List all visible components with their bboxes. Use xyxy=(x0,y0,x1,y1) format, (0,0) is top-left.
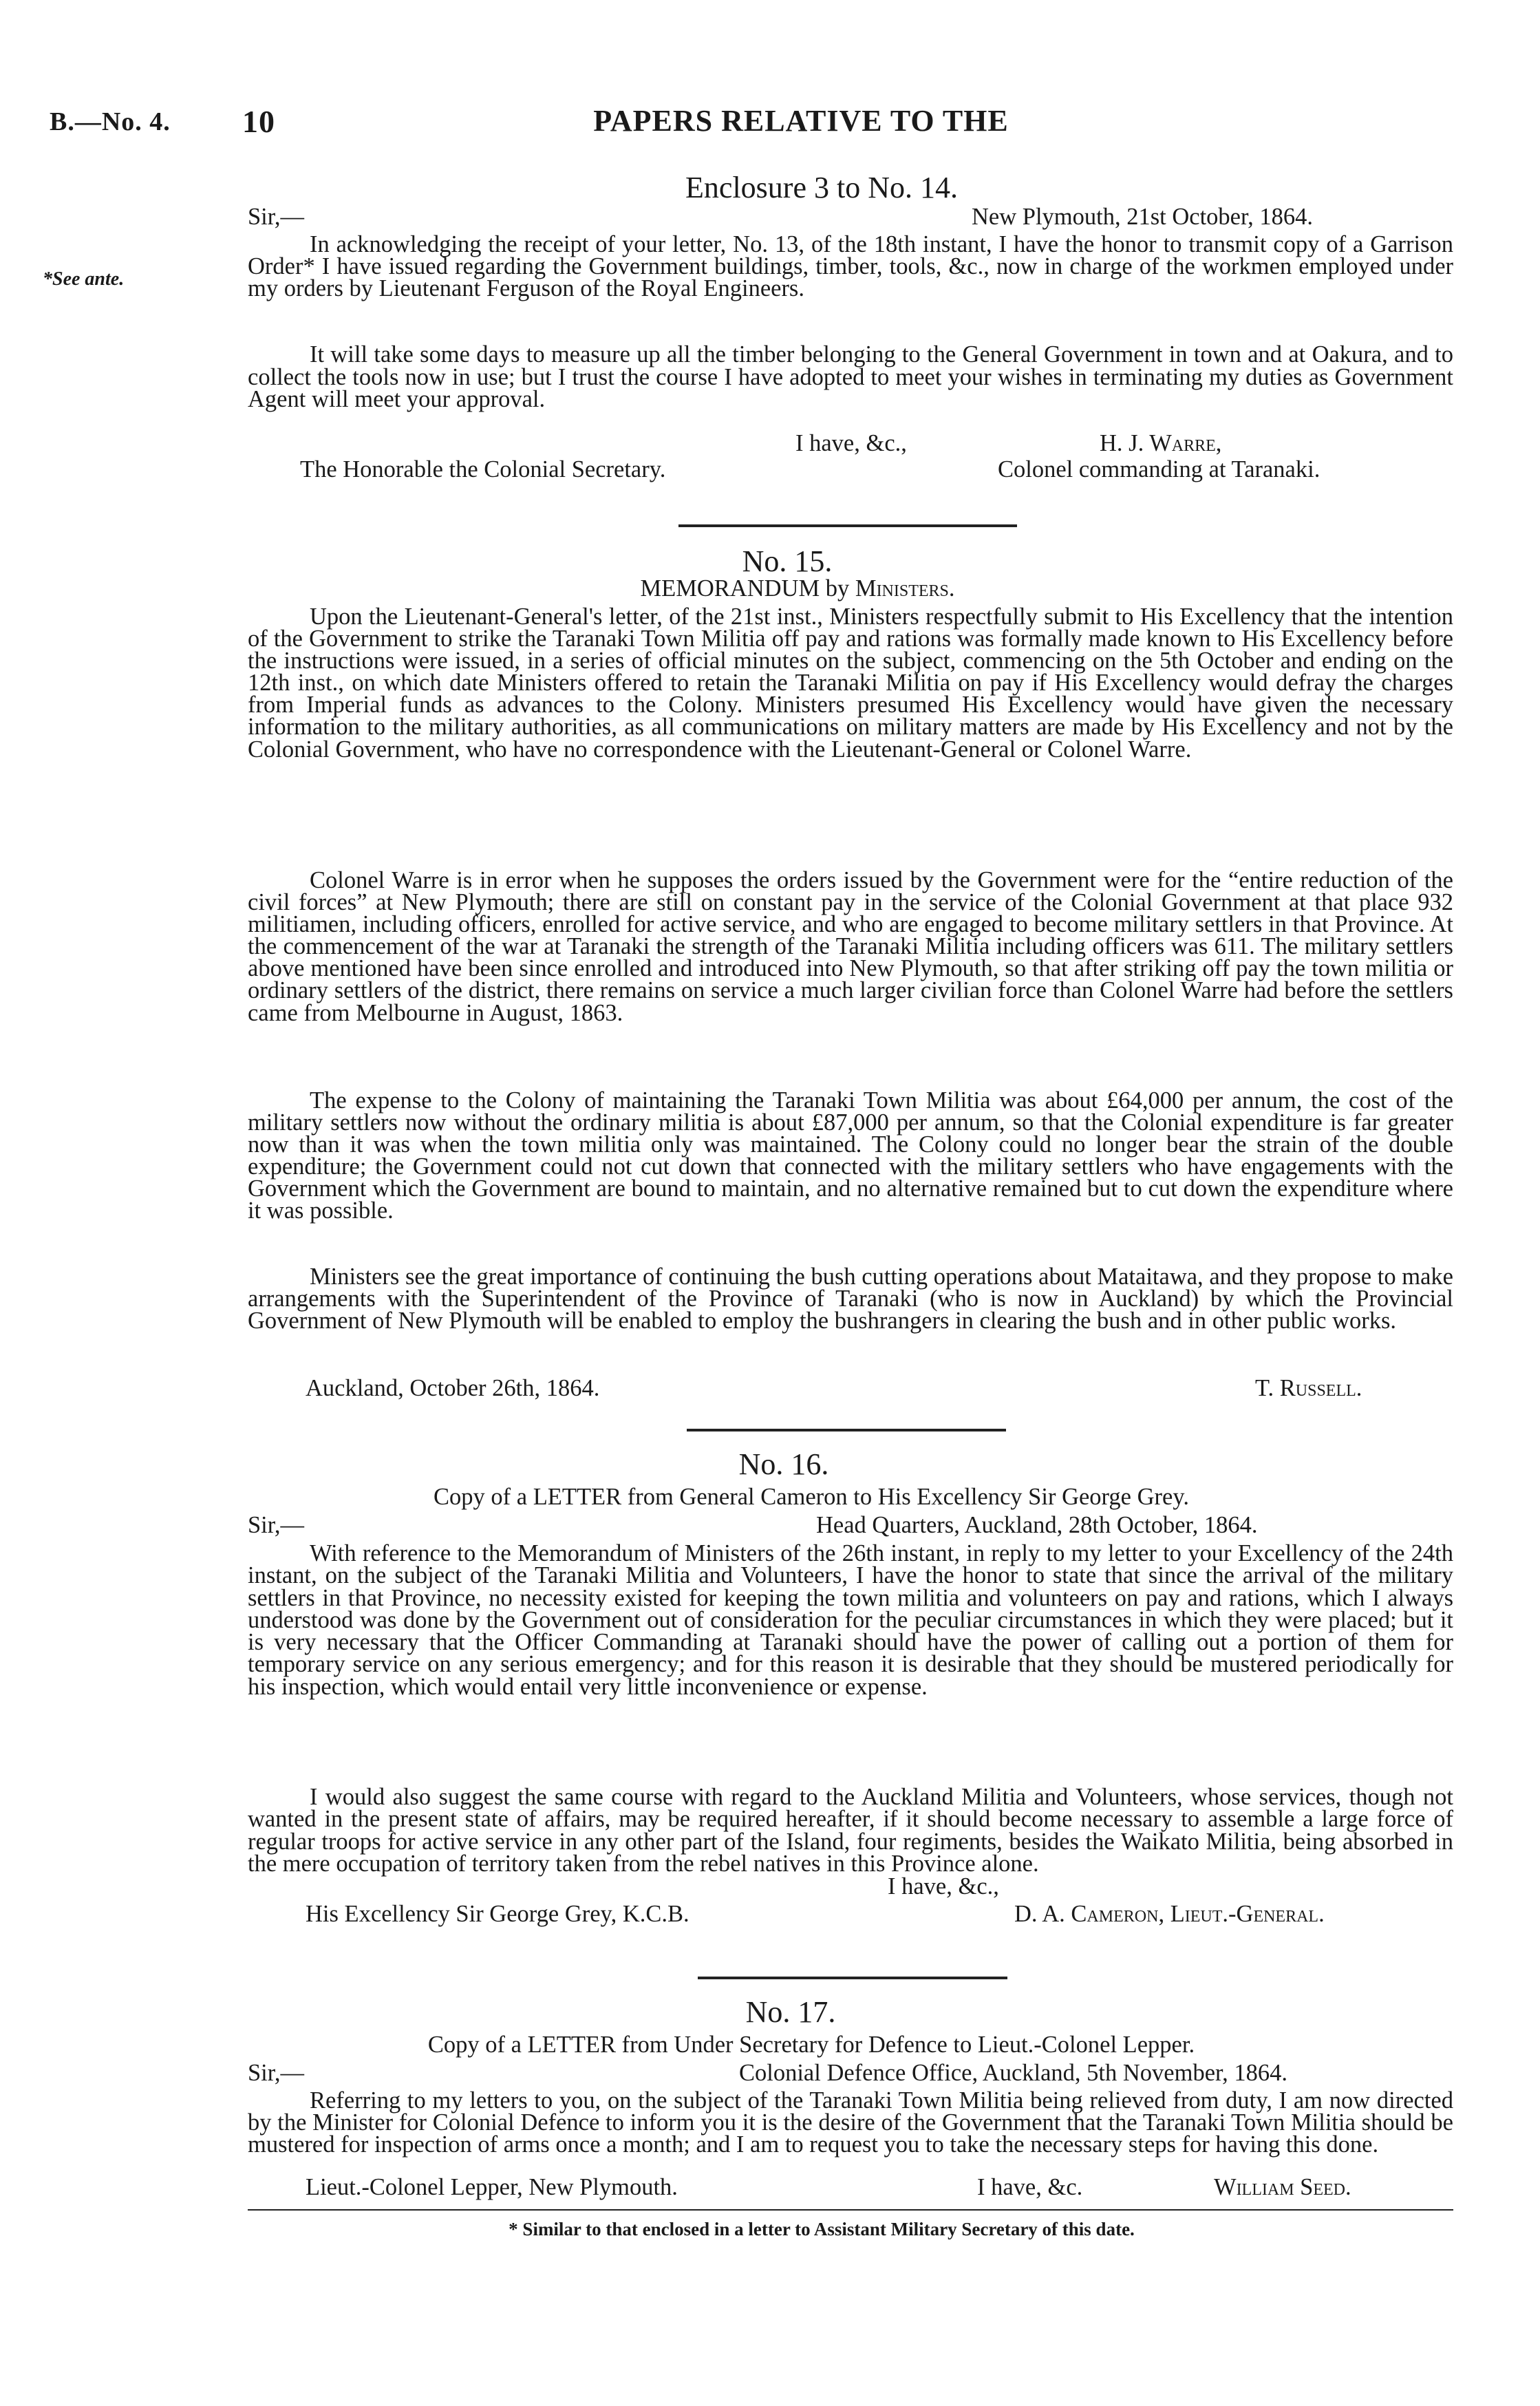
running-title: PAPERS RELATIVE TO THE xyxy=(593,104,1009,138)
enclosure-heading: Enclosure 3 to No. 14. xyxy=(685,171,958,204)
enclosure-closing: I have, &c., xyxy=(795,430,907,456)
enclosure-salutation: Sir,— xyxy=(248,204,305,230)
enclosure-paragraph-1: In acknowledging the receipt of your letter, No. 13, of the 18th instant, I have the honor to transmit copy of a Garrison Order* I have issued regarding the Government buildings, timber, tools, &c., now in charge of the workmen employed under my orders by Lieutenant Ferguson of the Royal Engineers. xyxy=(248,231,1453,302)
no16-subtitle: Copy of a LETTER from General Cameron to His Excellency Sir George Grey. xyxy=(434,1484,1189,1510)
no17-place-date: Colonial Defence Office, Auckland, 5th November, 1864. xyxy=(739,2060,1288,2086)
no15-number: No. 15. xyxy=(742,544,833,578)
no16-addressee: His Excellency Sir George Grey, K.C.B. xyxy=(306,1901,689,1927)
no17-number: No. 17. xyxy=(745,1995,836,2029)
no15-paragraph-4: Ministers see the great importance of continuing the bush cutting operations about Mataitawa, and they propose to make arrangements with the Superintendent of the Province of Taranaki (who is now in Auckland) by which the Provincial Government of New Plymouth will be enabled to employ the bushrangers in clearing the bush and in other public works. xyxy=(248,1264,1453,1334)
no16-signature: D. A. Cameron, Lieut.-General. xyxy=(1014,1901,1325,1927)
section-divider xyxy=(698,1977,1007,1979)
no16-paragraph-1: With reference to the Memorandum of Ministers of the 26th instant, in reply to my letter to your Excellency of the 24th instant, on the subject of the Taranaki Militia and Volunteers, I have the honor to state that since the arrival of the military settlers in that Province, no necessity existed for keeping the town militia and volunteers on pay and rations, which I always understood was done by the Government out of consideration for the peculiar circumstances in which they were placed; but it is very necessary that the Officer Commanding at Taranaki should have the power of calling out a portion of them for temporary service on any serious emergency; and for this reason it is desirable that they should be mustered periodically for his inspection, which would entail very little inconvenience or expense. xyxy=(248,1540,1453,1700)
footnote-rule xyxy=(248,2209,1453,2211)
no15-title-text: MEMORANDUM by xyxy=(640,575,850,602)
no17-salutation: Sir,— xyxy=(248,2060,305,2086)
no17-addressee: Lieut.-Colonel Lepper, New Plymouth. xyxy=(306,2174,678,2200)
no15-paragraph-2: Colonel Warre is in error when he supposes the orders issued by the Government were for the “entire reduction of the civil forces” at New Plymouth; there are still on constant pay in the service of the Colonial Government at that place 932 militiamen, including officers, enrolled for active service, and who are engaged to become military settlers in that Province. At the commencement of the war at Taranaki the strength of the Taranaki Militia including officers was 611. The military settlers above mentioned have been since enrolled and introduced into New Plymouth, so that after striking off pay the town militia or ordinary settlers of the district, there remains on service a much larger civilian force than Colonel Warre had before the settlers came from Melbourne in August, 1863. xyxy=(248,867,1453,1026)
enclosure-addressee: The Honorable the Colonial Secretary. xyxy=(300,456,666,482)
no15-signature: T. Russell. xyxy=(1255,1375,1362,1401)
no16-place-date: Head Quarters, Auckland, 28th October, 1864. xyxy=(816,1512,1258,1538)
no15-title-ministers: Ministers. xyxy=(855,575,955,602)
section-divider xyxy=(678,524,1017,527)
enclosure-signer-title: Colonel commanding at Taranaki. xyxy=(998,456,1320,482)
enclosure-place-date: New Plymouth, 21st October, 1864. xyxy=(972,204,1313,230)
no17-closing: I have, &c. xyxy=(977,2174,1083,2200)
no16-paragraph-2: I would also suggest the same course with regard to the Auckland Militia and Volunteers, whose services, though not wanted in the present state of affairs, may be required hereafter, if it should become necessary to assemble a large force of regular troops for active service in any other part of the Island, four regiments, besides the Waikato Militia, being absorbed in the mere occupation of territory taken from the rebel natives in this Province alone. xyxy=(248,1784,1453,1877)
no17-signature: William Seed. xyxy=(1214,2174,1351,2200)
no15-title xyxy=(0,575,1540,602)
no16-number: No. 16. xyxy=(738,1447,829,1481)
no15-place-date: Auckland, October 26th, 1864. xyxy=(306,1375,600,1401)
no17-subtitle: Copy of a LETTER from Under Secretary for Defence to Lieut.-Colonel Lepper. xyxy=(427,2032,1195,2058)
no16-salutation: Sir,— xyxy=(248,1512,305,1538)
series-number: B.—No. 4. xyxy=(50,107,171,136)
no15-paragraph-1: Upon the Lieutenant-General's letter, of the 21st inst., Ministers respectfully submit to His Excellency that the intention of the Government to strike the Taranaki Town Militia off pay and rations was formally made known to His Excellency before the instructions were issued, in a series of official minutes on the subject, commencing on the 5th October and ending on the 12th inst., on which date Ministers offered to retain the Taranaki Militia on pay if His Excellency would defray the charges from Imperial funds as advances to the Colony. Ministers presumed His Excellency would have given the necessary information to the military authorities, as all communications on military matters are made by His Excellency and not by the Colonial Government, who have no correspondence with the Lieutenant-General or Colonel Warre. xyxy=(248,604,1453,763)
enclosure-paragraph-2: It will take some days to measure up all the timber belonging to the General Government in town and at Oakura, and to collect the tools now in use; but I trust the course I have adopted to meet your wishes in terminating my duties as Government Agent will meet your approval. xyxy=(248,341,1453,412)
no17-paragraph-1: Referring to my letters to you, on the subject of the Taranaki Town Militia being relieved from duty, I am now directed by the Minister for Colonial Defence to inform you it is the desire of the Government that the Taranaki Town Militia should be mustered for inspection of arms once a month; and I am to request you to take the necessary steps for having this done. xyxy=(248,2087,1453,2158)
section-divider xyxy=(687,1429,1006,1431)
no15-paragraph-3: The expense to the Colony of maintaining the Taranaki Town Militia was about £64,000 per annum, the cost of the military settlers now without the ordinary militia is about £87,000 per annum, so that the Colonial expenditure is far greater now than it was when the town militia only was maintained. The Colony could no longer bear the strain of the double expenditure; the Government could not cut down that connected with the military settlers who have engagements with the Government which the Government are bound to maintain, and no alternative remained but to cut down the expenditure where it was possible. xyxy=(248,1087,1453,1224)
no16-closing: I have, &c., xyxy=(888,1873,999,1899)
footnote: * Similar to that enclosed in a letter to Assistant Military Secretary of this date. xyxy=(509,2219,1135,2239)
enclosure-signature: H. J. Warre, xyxy=(1100,430,1222,456)
margin-note: *See ante. xyxy=(43,268,125,290)
page-number: 10 xyxy=(242,104,275,139)
